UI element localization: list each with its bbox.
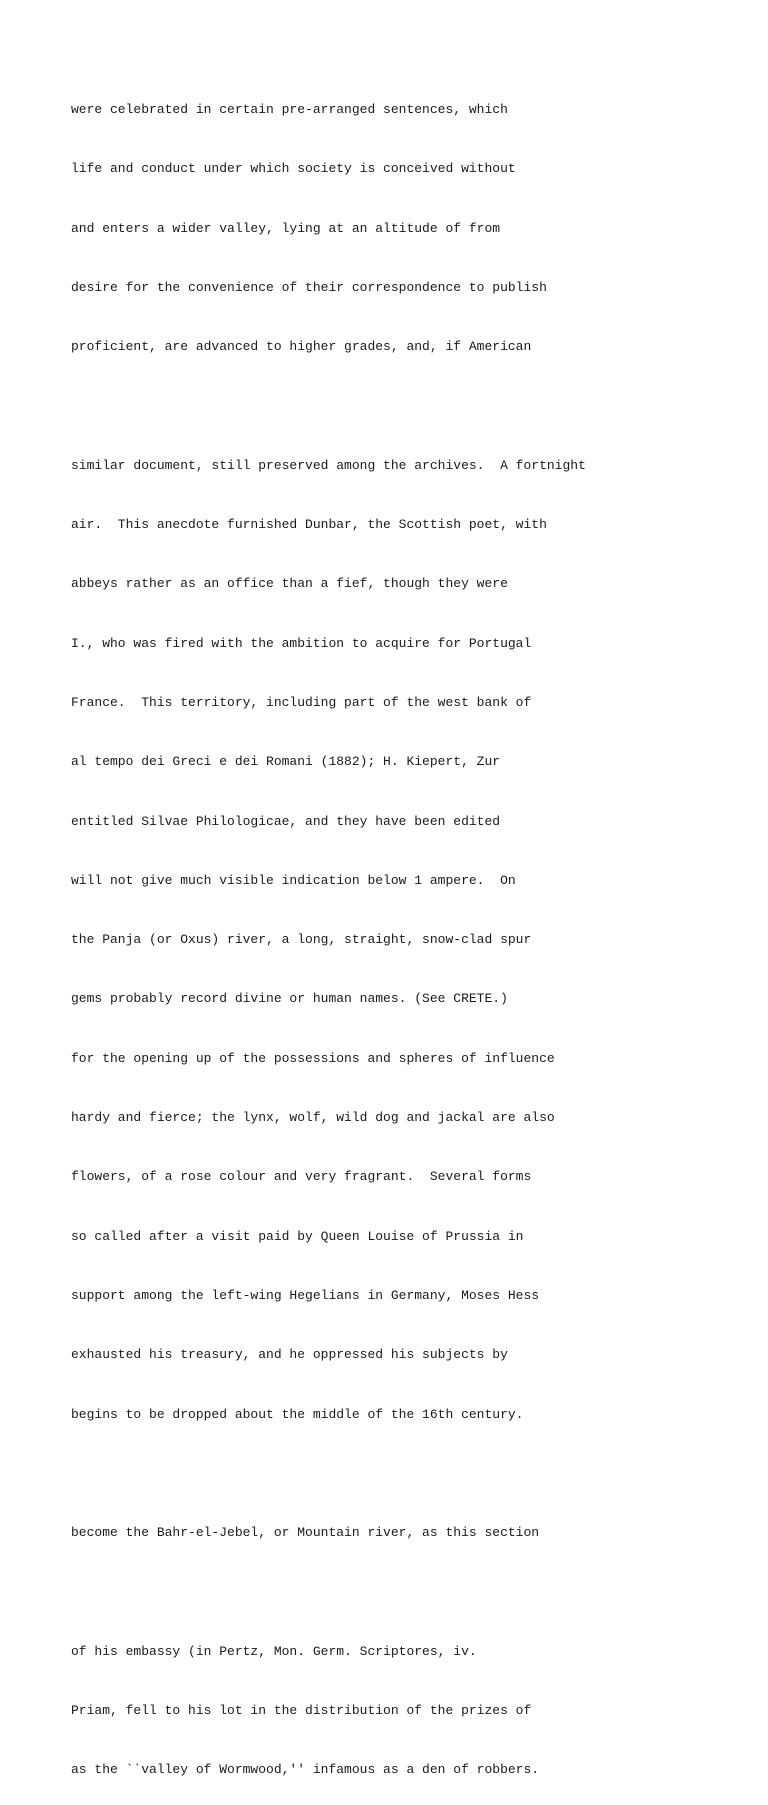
text-line: Priam, fell to his lot in the distribution of the prizes of	[71, 1703, 532, 1719]
text-line: hardy and fierce; the lynx, wolf, wild dog and jackal are also	[71, 1110, 555, 1126]
text-line: the Panja (or Oxus) river, a long, straight, snow-clad spur	[71, 932, 532, 948]
blank-line	[71, 396, 751, 425]
text-line: were celebrated in certain pre-arranged sentences, which	[71, 102, 508, 117]
text-line: similar document, still preserved among the archives. A fortnight	[71, 457, 586, 473]
text-line: for the opening up of the possessions and spheres of influence	[71, 1050, 555, 1066]
text-line: will not give much visible indication below 1 ampere. On	[71, 872, 516, 888]
text-line: flowers, of a rose colour and very fragrant. Several forms	[71, 1169, 532, 1185]
text-line: so called after a visit paid by Queen Louise of Prussia in	[71, 1228, 524, 1244]
text-line: France. This territory, including part of the west bank of	[71, 694, 532, 710]
text-line: air. This anecdote furnished Dunbar, the Scottish poet, with	[71, 517, 547, 533]
text-line: al tempo dei Greci e dei Romani (1882); H. Kiepert, Zur	[71, 754, 501, 770]
text-line: of his embassy (in Pertz, Mon. Germ. Scriptores, iv.	[71, 1643, 477, 1659]
text-line: I., who was fired with the ambition to acquire for Portugal	[71, 635, 532, 651]
text-line: entitled Silvae Philologicae, and they have been edited	[71, 813, 501, 829]
text-line: proficient, are advanced to higher grades, and, if American	[71, 339, 532, 355]
blank-line	[71, 1464, 751, 1493]
text-line: abbeys rather as an office than a fief, though they were	[71, 576, 508, 592]
text-line: as the ``valley of Wormwood,'' infamous as a den of robbers.	[71, 1762, 540, 1778]
text-line: support among the left-wing Hegelians in Germany, Moses Hess	[71, 1287, 540, 1303]
text-line: begins to be dropped about the middle of the 16th century.	[71, 1406, 524, 1422]
text-line: gems probably record divine or human names. (See CRETE.)	[71, 991, 508, 1007]
text-line: and enters a wider valley, lying at an altitude of from	[71, 220, 501, 236]
text-line: life and conduct under which society is conceived without	[71, 161, 516, 177]
text-line: become the Bahr-el-Jebel, or Mountain river, as this section	[71, 1525, 540, 1541]
document-body	[71, 70, 751, 1805]
text-line: exhausted his treasury, and he oppressed his subjects by	[71, 1347, 508, 1363]
blank-line	[71, 1582, 751, 1611]
text-line: desire for the convenience of their correspondence to publish	[71, 279, 547, 295]
